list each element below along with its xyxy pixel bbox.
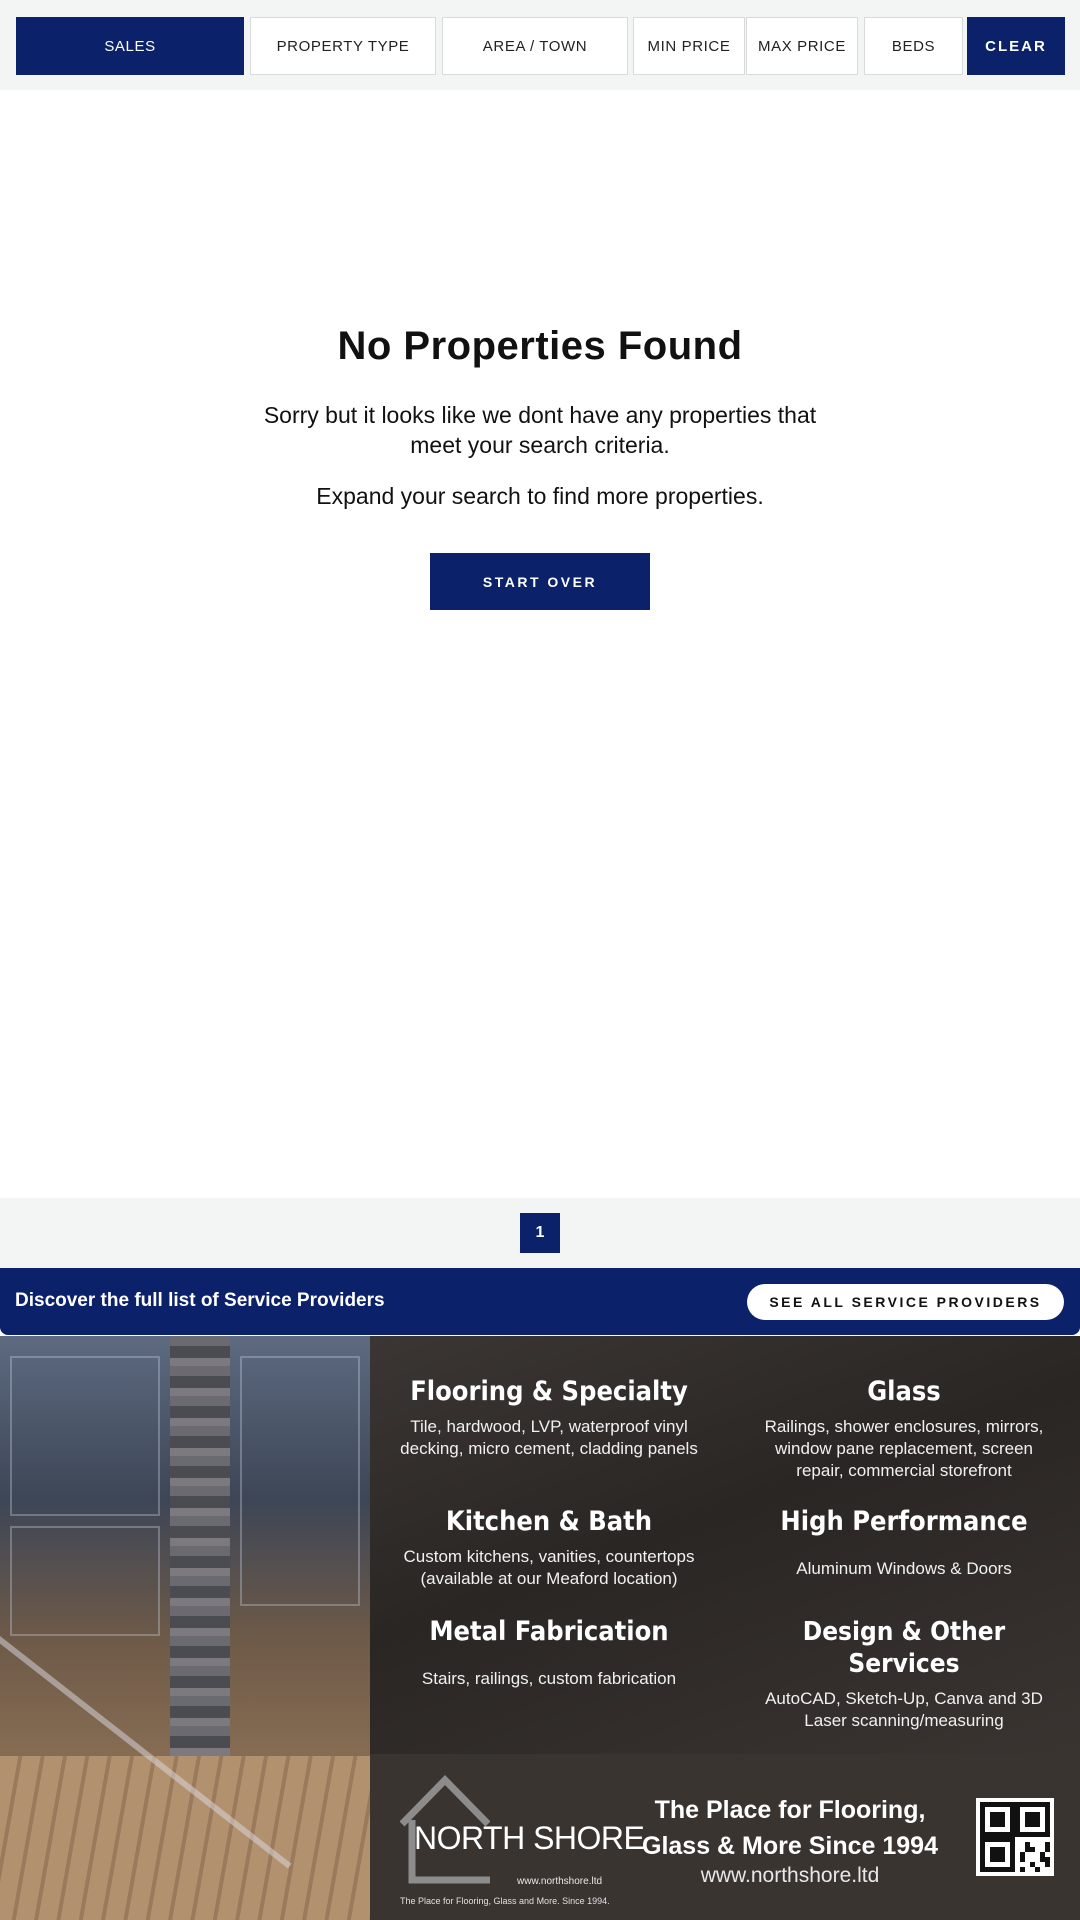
service-heading: Metal Fabrication — [429, 1616, 669, 1647]
service-design — [744, 1616, 1064, 1732]
service-heading: Design & Other Services — [802, 1617, 1006, 1679]
service-flooring — [390, 1376, 708, 1460]
service-heading: Flooring & Specialty — [410, 1376, 688, 1407]
service-glass — [758, 1376, 1050, 1482]
service-heading: High Performance — [780, 1506, 1028, 1537]
service-metal-fabrication — [390, 1616, 708, 1690]
service-providers-banner — [0, 1268, 1080, 1335]
logo-url: www.northshore.ltd — [517, 1876, 603, 1887]
start-over-button[interactable]: START OVER — [430, 553, 650, 610]
interior-photo — [0, 1336, 370, 1920]
area-town-filter-button[interactable]: AREA / TOWN — [442, 17, 628, 75]
qr-code-icon — [976, 1798, 1054, 1876]
property-type-filter-button[interactable]: PROPERTY TYPE — [250, 17, 436, 75]
service-description: Custom kitchens, vanities, countertops (available at our Meaford location) — [403, 1547, 695, 1588]
north-shore-advertisement[interactable] — [0, 1336, 1080, 1920]
service-description: Aluminum Windows & Doors — [796, 1559, 1012, 1578]
service-description: AutoCAD, Sketch-Up, Canva and 3D Laser scanning/measuring — [765, 1689, 1043, 1730]
slogan-line-2: Glass & More Since 1994 — [642, 1832, 938, 1860]
clear-filters-button[interactable]: CLEAR — [967, 17, 1065, 75]
empty-state-message: Sorry but it looks like we dont have any properties that meet your search criteria. — [263, 402, 817, 458]
pagination — [0, 1198, 1080, 1268]
page-1-button[interactable]: 1 — [520, 1213, 560, 1253]
max-price-filter-button[interactable]: MAX PRICE — [746, 17, 858, 75]
search-filter-bar — [0, 0, 1080, 90]
service-description: Tile, hardwood, LVP, waterproof vinyl decking, micro cement, cladding panels — [400, 1417, 698, 1458]
logo-text: NORTH SHORE — [414, 1820, 645, 1856]
logo-tagline: The Place for Flooring, Glass and More. Since 1994. — [400, 1896, 610, 1906]
service-high-performance — [744, 1506, 1064, 1580]
slogan-line-1: The Place for Flooring, — [654, 1796, 926, 1824]
service-kitchen-bath — [390, 1506, 708, 1590]
ad-slogan — [640, 1792, 940, 1864]
beds-filter-button[interactable]: BEDS — [864, 17, 963, 75]
service-providers-text: Discover the full list of Service Providers — [15, 1290, 385, 1311]
min-price-filter-button[interactable]: MIN PRICE — [633, 17, 745, 75]
ad-url: www.northshore.ltd — [700, 1864, 880, 1887]
sales-filter-button[interactable]: SALES — [16, 17, 244, 75]
service-description: Railings, shower enclosures, mirrors, window pane replacement, screen repair, commercial storefront — [764, 1417, 1044, 1480]
service-heading: Glass — [867, 1376, 941, 1407]
empty-state-hint: Expand your search to find more properties. — [316, 483, 764, 509]
service-description: Stairs, railings, custom fabrication — [421, 1669, 677, 1688]
empty-state-title: No Properties Found — [337, 324, 743, 368]
see-all-service-providers-button[interactable]: SEE ALL SERVICE PROVIDERS — [747, 1284, 1064, 1320]
service-heading: Kitchen & Bath — [445, 1506, 653, 1537]
